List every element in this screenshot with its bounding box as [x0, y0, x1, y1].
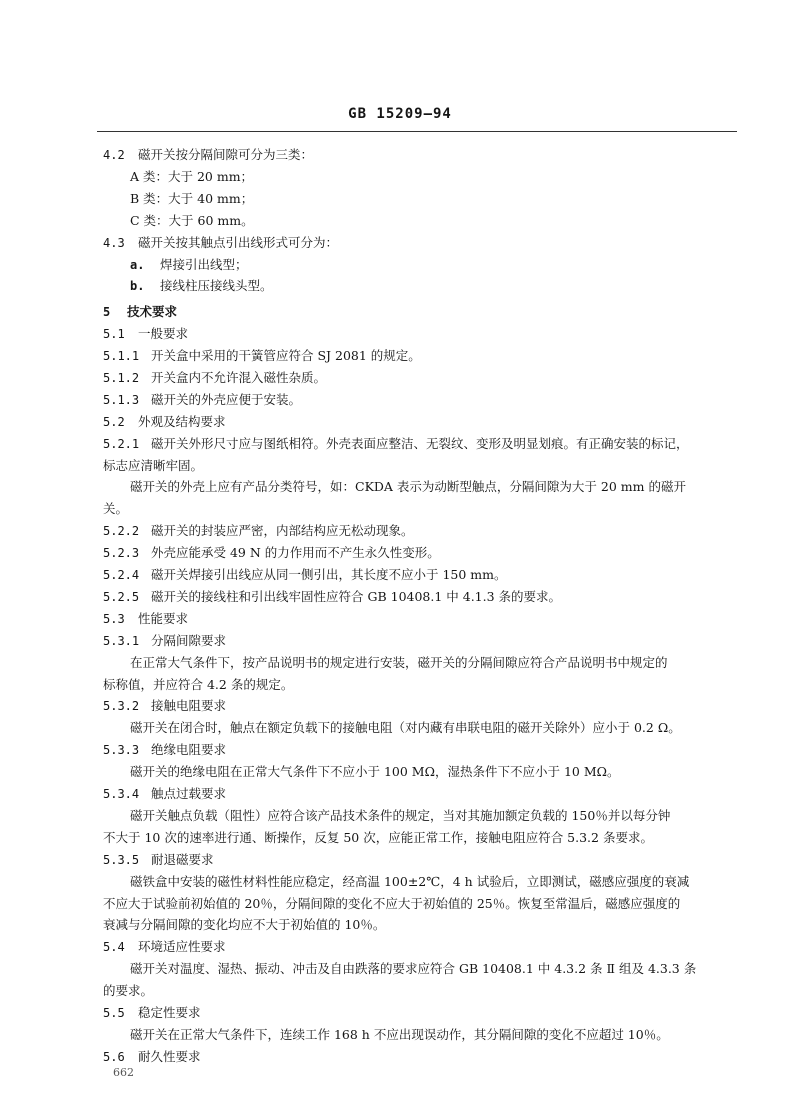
clause-text: 接触电阻要求 [151, 698, 227, 713]
clause-text: 绝缘电阻要求 [151, 742, 227, 757]
clause-number: 4.2 [103, 148, 125, 162]
clause-5-6 [103, 1048, 201, 1066]
clause-number: 5.2.5 [103, 590, 140, 604]
clause-text: 开关盒内不允许混入磁性杂质。 [151, 370, 327, 385]
clause-5-2-5 [103, 588, 561, 606]
paragraph-line: 标志应清晰牢固。 [103, 458, 204, 473]
paragraph-line: 不大于 10 次的速率进行通、断操作，反复 50 次，应能正常工作，接触电阻应符合 5.3.2 条要求。 [103, 830, 653, 845]
clause-text: 磁开关的接线柱和引出线牢固性应符合 GB 10408.1 中 4.1.3 条的要求。 [151, 589, 562, 604]
section-title: 技术要求 [127, 304, 178, 319]
clause-number: 5.3.5 [103, 853, 140, 867]
clause-number: 5.3.3 [103, 743, 140, 757]
clause-text: 外观及结构要求 [138, 414, 226, 429]
clause-number: 5.3.2 [103, 699, 140, 713]
clause-text: 外壳应能承受 49 N 的力作用而不产生永久性变形。 [151, 545, 440, 560]
clause-number: 5.2.2 [103, 524, 140, 538]
list-marker: b. [130, 279, 145, 293]
clause-5-3-2 [103, 697, 226, 715]
clause-number: 5.2.4 [103, 568, 140, 582]
clause-number: 5.1.3 [103, 393, 140, 407]
clause-text: 磁开关外形尺寸应与图纸相符。外壳表面应整洁、无裂纹、变形及明显划痕。有正确安装的标记， [151, 436, 689, 451]
paragraph-line: 在正常大气条件下，按产品说明书的规定进行安装，磁开关的分隔间隙应符合产品说明书中规定的 [130, 655, 668, 670]
clause-5-2-4 [103, 566, 507, 584]
clause-text: 环境适应性要求 [138, 939, 226, 954]
paragraph-line: 不应大于试验前初始值的 20％，分隔间隙的变化不应大于初始值的 25％。恢复至常温后，磁感应强度的 [103, 896, 681, 911]
clause-number: 5.3 [103, 612, 125, 626]
clause-text: 磁开关的封装应严密，内部结构应无松动现象。 [151, 523, 414, 538]
header-rule [97, 131, 737, 132]
standard-number-header: GB 15209—94 [348, 106, 452, 122]
clause-number: 4.3 [103, 236, 125, 250]
clause-text: 分隔间隙要求 [151, 633, 227, 648]
paragraph-line: 磁开关在闭合时，触点在额定负载下的接触电阻（对内藏有串联电阻的磁开关除外）应小于 0.2 Ω。 [130, 720, 681, 735]
clause-text: 磁开关焊接引出线应从同一侧引出，其长度不应小于 150 mm。 [151, 567, 507, 582]
clause-number: 5.1.2 [103, 371, 140, 385]
clause-5-3-1 [103, 632, 226, 650]
clause-number: 5.1 [103, 327, 125, 341]
clause-text: 开关盒中采用的干簧管应符合 SJ 2081 的规定。 [151, 348, 421, 363]
clause-5-2-1 [103, 435, 689, 453]
clause-5-2-3 [103, 544, 440, 562]
clause-5-4 [103, 938, 226, 956]
clause-5-3-3 [103, 741, 226, 759]
section-5-heading [103, 303, 177, 321]
clause-number: 5.2.1 [103, 437, 140, 451]
paragraph-line: 磁铁盒中安装的磁性材料性能应稳定，经高温 100±2℃，4 h 试验后，立即测试，磁感应强度的衰减 [130, 874, 690, 889]
clause-text: 磁开关按其触点引出线形式可分为： [138, 235, 339, 250]
clause-5-1-3 [103, 391, 301, 409]
clause-5-5 [103, 1004, 201, 1022]
list-text: 接线柱压接线头型。 [160, 278, 273, 293]
clause-text: 耐久性要求 [138, 1049, 201, 1064]
clause-5-1 [103, 325, 188, 343]
clause-text: 性能要求 [138, 611, 189, 626]
clause-5-2 [103, 413, 226, 431]
paragraph-line: 磁开关的外壳上应有产品分类符号，如：CKDA 表示为动断型触点，分隔间隙为大于 20 mm 的磁开 [130, 479, 686, 494]
clause-number: 5.2 [103, 415, 125, 429]
clause-5-1-2 [103, 369, 326, 387]
clause-5-3 [103, 610, 188, 628]
clause-5-3-4 [103, 785, 226, 803]
page-number: 662 [113, 1066, 134, 1079]
clause-text: 稳定性要求 [138, 1005, 201, 1020]
clause-text: 磁开关按分隔间隙可分为三类： [138, 147, 314, 162]
clause-5-2-2 [103, 522, 414, 540]
list-item-a [130, 256, 248, 274]
clause-5-1-1 [103, 347, 421, 365]
clause-5-3-5 [103, 851, 214, 869]
class-c-line: C 类：大于 60 mm。 [130, 213, 254, 228]
paragraph-line: 磁开关对温度、湿热、振动、冲击及自由跌落的要求应符合 GB 10408.1 中 4.3.2 条 Ⅱ 组及 4.3.3 条 [130, 961, 697, 976]
paragraph-line: 标称值，并应符合 4.2 条的规定。 [103, 677, 294, 692]
paragraph-line: 衰减与分隔间隙的变化均应不大于初始值的 10％。 [103, 917, 386, 932]
clause-4-2 [103, 146, 313, 164]
clause-number: 5.6 [103, 1050, 125, 1064]
clause-number: 5.2.3 [103, 546, 140, 560]
class-a-line: A 类：大于 20 mm； [130, 169, 254, 184]
clause-4-3 [103, 234, 338, 252]
clause-number: 5.4 [103, 940, 125, 954]
clause-number: 5.3.4 [103, 787, 140, 801]
list-text: 焊接引出线型； [160, 257, 248, 272]
paragraph-line: 的要求。 [103, 983, 154, 998]
section-number: 5 [103, 305, 111, 319]
paragraph-line: 磁开关的绝缘电阻在正常大气条件下不应小于 100 MΩ，湿热条件下不应小于 10 MΩ。 [130, 764, 620, 779]
clause-text: 耐退磁要求 [151, 852, 214, 867]
paragraph-line: 磁开关触点负载（阻性）应符合该产品技术条件的规定，当对其施加额定负载的 150％并以每分钟 [130, 808, 671, 823]
paragraph-line: 关。 [103, 501, 129, 516]
clause-number: 5.3.1 [103, 634, 140, 648]
clause-text: 一般要求 [138, 326, 189, 341]
clause-number: 5.1.1 [103, 349, 140, 363]
clause-text: 触点过载要求 [151, 786, 227, 801]
list-marker: a. [130, 258, 145, 272]
class-b-line: B 类：大于 40 mm； [130, 191, 254, 206]
list-item-b [130, 277, 273, 295]
clause-text: 磁开关的外壳应便于安装。 [151, 392, 302, 407]
clause-number: 5.5 [103, 1006, 125, 1020]
paragraph-line: 磁开关在正常大气条件下，连续工作 168 h 不应出现误动作，其分隔间隙的变化不应超过 10％。 [130, 1027, 669, 1042]
